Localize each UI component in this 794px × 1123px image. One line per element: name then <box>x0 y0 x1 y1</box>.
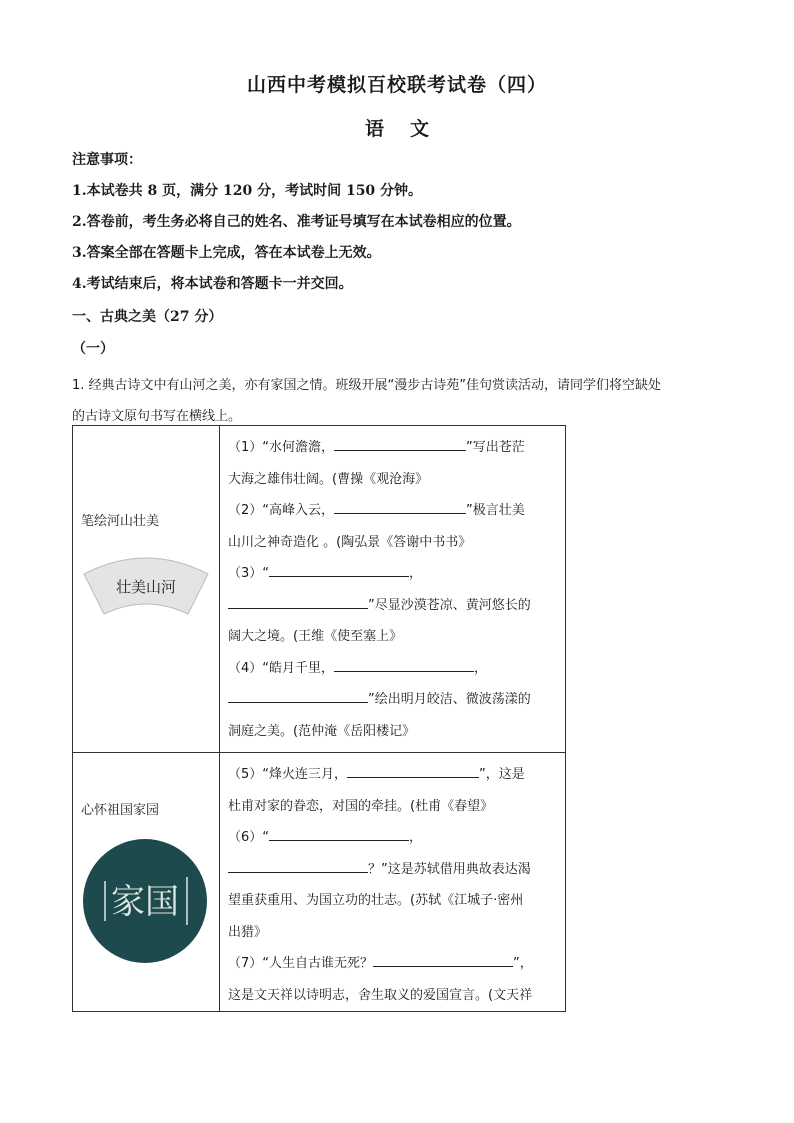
answer-line: （7）“人生自古谁无死？ ”， <box>228 948 557 980</box>
question-line: 1. 经典古诗文中有山河之美，亦有家国之情。班级开展“漫步古诗苑”佳句赏读活动，请同学们将空缺处 <box>72 378 662 393</box>
poetry-table <box>72 425 566 1012</box>
answer-line: 这是文天祥以诗明志，舍生取义的爱国宣言。(文天祥 <box>228 987 533 1003</box>
answer-line: ”绘出明月皎洁、微波荡漾的 <box>228 684 557 716</box>
seal-inscription: 家国 <box>111 882 179 922</box>
notes-heading: 注意事项： <box>72 152 142 168</box>
answer-line: （3）“ ， <box>228 558 557 590</box>
theme-label: 笔绘河山壮美 <box>81 514 160 529</box>
calligraphy-fan-image <box>80 552 212 622</box>
answer-line: （4）“皓月千里， ， <box>228 653 557 685</box>
calligraphy-seal-image <box>81 837 209 965</box>
notes-block <box>72 150 521 305</box>
theme-cell <box>73 426 220 753</box>
fan-inscription: 壮美山河 <box>115 578 177 596</box>
section-title: 一、古典之美（27 分） <box>72 309 223 325</box>
note-item: 3.答案全部在答题卡上完成，答在本试卷上无效。 <box>72 245 381 261</box>
answer-line: 望重获重用、为国立功的壮志。(苏轼《江城子·密州 <box>228 893 524 908</box>
answer-line: ”尽显沙漠苍凉、黄河悠长的 <box>228 590 557 622</box>
note-item: 1.本试卷共 8 页，满分 120 分，考试时间 150 分钟。 <box>72 183 423 199</box>
subject-title <box>0 114 794 141</box>
theme-label: 心怀祖国家园 <box>81 803 160 818</box>
answers-cell <box>220 753 566 1012</box>
answer-line: 洞庭之美。(范仲淹《岳阳楼记》 <box>228 723 416 739</box>
answer-line: ？”这是苏轼借用典故表达渴 <box>228 854 557 886</box>
question-line: 的古诗文原句书写在横线上。 <box>72 409 242 424</box>
answer-line: 出猎》 <box>228 924 268 940</box>
answer-line: （5）“烽火连三月， ”，这是 <box>228 759 557 791</box>
table-row <box>73 426 566 753</box>
part-title: （一） <box>72 341 114 357</box>
table-row <box>73 753 566 1012</box>
note-item: 4.考试结束后，将本试卷和答题卡一并交回。 <box>72 276 353 292</box>
answer-line: 阔大之境。(王维《使至塞上》 <box>228 629 403 644</box>
answer-line: （6）“ ， <box>228 822 557 854</box>
answer-line: 大海之雄伟壮阔。(曹操《观沧海》 <box>228 471 429 487</box>
note-item: 2.答卷前，考生务必将自己的姓名、准考证号填写在本试卷相应的位置。 <box>72 214 521 230</box>
question-1-prompt <box>72 370 724 432</box>
answer-line: 杜甫对家的眷恋，对国的牵挂。(杜甫《春望》 <box>228 798 494 814</box>
answers-cell <box>220 426 566 753</box>
subject-char-2: 文 <box>410 118 430 140</box>
answer-line: （1）“水何澹澹， ”写出苍茫 <box>228 432 557 464</box>
subject-char-1: 语 <box>364 118 384 140</box>
theme-cell <box>73 753 220 1012</box>
answer-line: 山川之神奇造化 。(陶弘景《答谢中书书》 <box>228 534 472 550</box>
exam-title: 山西中考模拟百校联考试卷（四） <box>246 74 547 96</box>
answer-line: （2）“高峰入云， ”极言壮美 <box>228 495 557 527</box>
